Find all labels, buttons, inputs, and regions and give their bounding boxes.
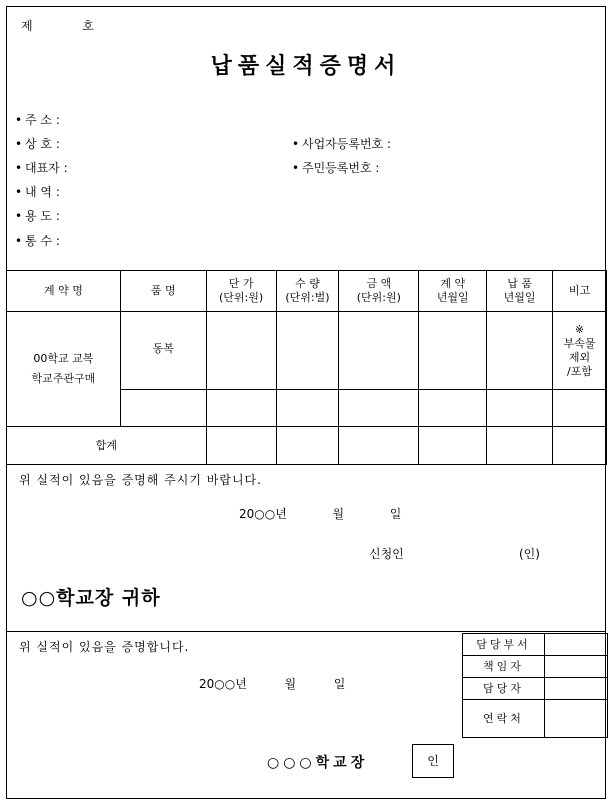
cell-unit-price <box>206 312 276 390</box>
header-unit-price: 단 가 (단위:원) <box>206 271 276 312</box>
table-row <box>463 656 608 678</box>
cell-item-name: 동복 <box>120 312 206 390</box>
bullet-icon: • <box>15 209 23 223</box>
sign-label-contact: 연락처 <box>463 700 545 738</box>
cell-contract-name: 00학교 교복 학교주관구매 <box>7 312 121 427</box>
document-title: 납품실적증명서 <box>210 54 402 79</box>
certification-statement: 위 실적이 있음을 증명합니다. <box>19 640 190 654</box>
seal-box: 인 <box>412 744 454 778</box>
sign-label-manager: 책임자 <box>463 656 545 678</box>
field-representative: • 대표자 : <box>15 161 68 175</box>
cell-unit-price-2 <box>206 390 276 427</box>
cell-contract-date-2 <box>419 390 487 427</box>
table-row <box>7 312 607 390</box>
cell-item-name-2 <box>120 390 206 427</box>
cell-remarks: ※ 부속물 제외 /포함 <box>553 312 607 390</box>
cell-total-unit-price <box>206 427 276 465</box>
request-statement: 위 실적이 있음을 증명해 주시기 바랍니다. <box>19 473 262 487</box>
header-amount: 금 액 (단위:원) <box>339 271 419 312</box>
applicant-label: 신청인 <box>369 547 404 561</box>
applicant-seal: (인) <box>519 547 540 561</box>
bullet-icon: • <box>15 113 23 127</box>
cell-amount <box>339 312 419 390</box>
bullet-icon: • <box>292 137 300 151</box>
cell-quantity <box>276 312 339 390</box>
table-row <box>463 678 608 700</box>
certificate-page <box>6 6 606 799</box>
sign-value-staff <box>545 678 608 700</box>
header-remarks: 비고 <box>553 271 607 312</box>
document-number-prefix: 제 <box>21 19 35 33</box>
header-delivery-date: 납 품 년월일 <box>487 271 553 312</box>
bullet-icon: • <box>15 185 23 199</box>
approval-table <box>462 633 608 738</box>
bullet-icon: • <box>15 137 23 151</box>
field-copies: • 통 수 : <box>15 234 60 248</box>
section-divider <box>7 631 605 632</box>
table-header-row <box>7 271 607 312</box>
performance-table <box>6 270 607 465</box>
cell-contract-date <box>419 312 487 390</box>
field-details: • 내 역 : <box>15 185 60 199</box>
field-business-reg-no: • 사업자등록번호 : <box>292 137 392 151</box>
cell-total-amount <box>339 427 419 465</box>
header-item-name: 품 명 <box>120 271 206 312</box>
sign-label-staff: 담당자 <box>463 678 545 700</box>
cell-total-contract-date <box>419 427 487 465</box>
cell-total-quantity <box>276 427 339 465</box>
cell-quantity-2 <box>276 390 339 427</box>
request-date: 20○○년 월 일 <box>239 507 402 521</box>
certification-date: 20○○년 월 일 <box>199 677 346 691</box>
field-purpose: • 용 도 : <box>15 209 60 223</box>
addressee: ○○학교장 귀하 <box>21 587 161 609</box>
bullet-icon: • <box>15 234 23 248</box>
cell-total-label: 합계 <box>7 427 207 465</box>
header-contract-name: 계 약 명 <box>7 271 121 312</box>
cell-delivery-date-2 <box>487 390 553 427</box>
sign-label-department: 담당부서 <box>463 634 545 656</box>
sign-value-manager <box>545 656 608 678</box>
cell-delivery-date <box>487 312 553 390</box>
field-address: • 주 소 : <box>15 113 60 127</box>
table-row <box>463 634 608 656</box>
field-resident-reg-no: • 주민등록번호 : <box>292 161 380 175</box>
header-contract-date: 계 약 년월일 <box>419 271 487 312</box>
header-quantity: 수 량 (단위:벌) <box>276 271 339 312</box>
cell-total-remarks <box>553 427 607 465</box>
cell-remarks-2 <box>553 390 607 427</box>
field-company: • 상 호 : <box>15 137 60 151</box>
sign-value-contact <box>545 700 608 738</box>
table-row <box>463 700 608 738</box>
certifying-school: ○○○학교장 <box>267 755 369 771</box>
table-total-row <box>7 427 607 465</box>
cell-total-delivery-date <box>487 427 553 465</box>
cell-amount-2 <box>339 390 419 427</box>
bullet-icon: • <box>15 161 23 175</box>
bullet-icon: • <box>292 161 300 175</box>
document-number-label <box>21 17 96 34</box>
document-number-suffix: 호 <box>82 19 96 33</box>
sign-value-department <box>545 634 608 656</box>
